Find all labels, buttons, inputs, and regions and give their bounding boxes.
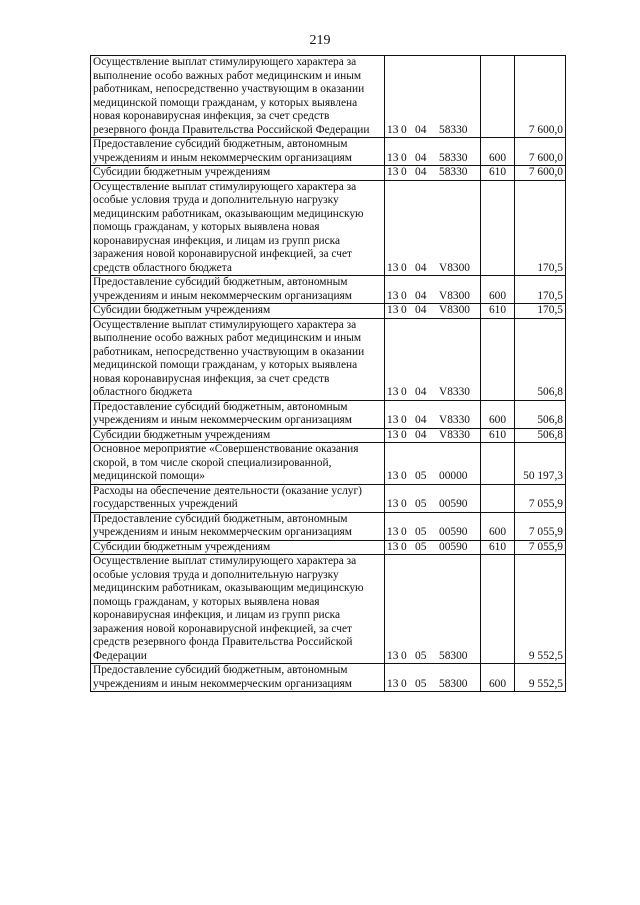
code-part: 04 bbox=[415, 166, 427, 178]
code-part: 05 bbox=[415, 649, 427, 662]
table-row bbox=[91, 484, 566, 512]
row-description: Осуществление выплат стимулирующего характера за особые условия труда и дополнительную нагрузку медицинским работникам, оказывающим медицинскую помощь гражданам, у которых выявлена новая коронавирусная инфекция, и лицам из групп риска заражения новой коронавирусной инфекцией, за счет средств резервного фонда Правительства Российской Федерации bbox=[91, 555, 385, 664]
code-part: 04 bbox=[415, 386, 427, 398]
row-expense-type: 600 bbox=[481, 400, 515, 428]
table-row bbox=[91, 400, 566, 428]
row-description: Предоставление субсидий бюджетным, автономным учреждениям и иным некоммерческим организациям bbox=[91, 664, 385, 692]
code-part: 58330 bbox=[439, 151, 468, 164]
code-part: V8330 bbox=[439, 414, 471, 426]
row-amount: 7 600,0 bbox=[515, 138, 566, 166]
table-row bbox=[91, 540, 566, 555]
row-amount: 9 552,5 bbox=[515, 664, 566, 692]
row-code bbox=[385, 138, 481, 166]
row-description: Субсидии бюджетным учреждениям bbox=[91, 428, 385, 443]
row-description: Осуществление выплат стимулирующего характера за выполнение особо важных работ медицинским и иным работникам, непосредственно участвующим в оказании медицинской помощи гражданам, у которых выявлена новая коронавирусная инфекция, за счет средств областного бюджета bbox=[91, 318, 385, 400]
code-part: 0 bbox=[401, 151, 407, 164]
table-row bbox=[91, 304, 566, 319]
row-description: Расходы на обеспечение деятельности (оказание услуг) государственных учреждений bbox=[91, 484, 385, 512]
row-expense-type: 600 bbox=[481, 664, 515, 692]
page-number: 219 bbox=[309, 33, 331, 48]
row-code bbox=[385, 400, 481, 428]
code-part: 0 bbox=[401, 289, 407, 302]
code-part: 04 bbox=[415, 123, 427, 136]
row-expense-type: 600 bbox=[481, 138, 515, 166]
row-expense-type: 610 bbox=[481, 166, 515, 181]
row-code bbox=[385, 428, 481, 443]
row-description: Субсидии бюджетным учреждениям bbox=[91, 304, 385, 319]
code-part: 04 bbox=[415, 261, 427, 274]
code-part: 0 bbox=[401, 677, 407, 690]
row-code bbox=[385, 304, 481, 319]
code-part: 13 bbox=[387, 470, 399, 482]
row-amount: 7 600,0 bbox=[515, 56, 566, 138]
row-amount: 170,5 bbox=[515, 276, 566, 304]
row-code bbox=[385, 56, 481, 138]
row-code bbox=[385, 318, 481, 400]
row-expense-type bbox=[481, 443, 515, 485]
code-part: 0 bbox=[401, 649, 407, 662]
code-part: 0 bbox=[401, 386, 407, 398]
code-part: 00000 bbox=[439, 470, 468, 482]
table-row bbox=[91, 512, 566, 540]
code-part: 00590 bbox=[439, 498, 468, 510]
row-amount: 7 055,9 bbox=[515, 540, 566, 555]
code-part: V8300 bbox=[439, 261, 471, 274]
code-part: 0 bbox=[401, 526, 407, 538]
budget-table-body bbox=[91, 56, 566, 692]
row-description: Субсидии бюджетным учреждениям bbox=[91, 166, 385, 181]
code-part: 13 bbox=[387, 386, 399, 398]
row-code bbox=[385, 180, 481, 276]
table-row bbox=[91, 276, 566, 304]
row-code bbox=[385, 540, 481, 555]
code-part: 58330 bbox=[439, 123, 468, 136]
code-part: 04 bbox=[415, 289, 427, 302]
row-amount: 170,5 bbox=[515, 180, 566, 276]
budget-table bbox=[90, 55, 566, 692]
code-part: V8300 bbox=[439, 289, 471, 302]
table-row bbox=[91, 428, 566, 443]
row-code bbox=[385, 555, 481, 664]
row-amount: 7 055,9 bbox=[515, 484, 566, 512]
code-part: 13 bbox=[387, 498, 399, 510]
code-part: 13 bbox=[387, 526, 399, 538]
code-part: V8300 bbox=[439, 304, 471, 316]
code-part: 13 bbox=[387, 289, 399, 302]
row-expense-type: 600 bbox=[481, 276, 515, 304]
row-expense-type: 610 bbox=[481, 428, 515, 443]
code-part: 13 bbox=[387, 414, 399, 426]
code-part: 04 bbox=[415, 428, 427, 441]
code-part: 04 bbox=[415, 414, 427, 426]
table-row bbox=[91, 56, 566, 138]
row-expense-type bbox=[481, 180, 515, 276]
code-part: 58330 bbox=[439, 166, 468, 178]
code-part: 05 bbox=[415, 677, 427, 690]
code-part: 13 bbox=[387, 166, 399, 178]
table-row bbox=[91, 180, 566, 276]
code-part: 0 bbox=[401, 304, 407, 316]
code-part: 04 bbox=[415, 304, 427, 316]
row-description: Предоставление субсидий бюджетным, автономным учреждениям и иным некоммерческим организациям bbox=[91, 138, 385, 166]
row-expense-type bbox=[481, 318, 515, 400]
row-code bbox=[385, 484, 481, 512]
table-row bbox=[91, 318, 566, 400]
row-expense-type: 610 bbox=[481, 540, 515, 555]
row-amount: 170,5 bbox=[515, 304, 566, 319]
code-part: 13 bbox=[387, 151, 399, 164]
code-part: 05 bbox=[415, 470, 427, 482]
code-part: 05 bbox=[415, 498, 427, 510]
code-part: 58300 bbox=[439, 649, 468, 662]
code-part: 0 bbox=[401, 470, 407, 482]
table-row bbox=[91, 166, 566, 181]
code-part: 13 bbox=[387, 649, 399, 662]
row-description: Предоставление субсидий бюджетным, автономным учреждениям и иным некоммерческим организациям bbox=[91, 512, 385, 540]
code-part: 0 bbox=[401, 261, 407, 274]
row-description: Осуществление выплат стимулирующего характера за выполнение особо важных работ медицинским и иным работникам, непосредственно участвующим в оказании медицинской помощи гражданам, у которых выявлена новая коронавирусная инфекция, за счет средств резервного фонда Правительства Российской Федерации bbox=[91, 56, 385, 138]
code-part: 0 bbox=[401, 428, 407, 441]
code-part: 0 bbox=[401, 498, 407, 510]
row-description: Основное мероприятие «Совершенствование оказания скорой, в том числе скорой специализированной, медицинской помощи» bbox=[91, 443, 385, 485]
code-part: 0 bbox=[401, 414, 407, 426]
code-part: 58300 bbox=[439, 677, 468, 690]
code-part: 04 bbox=[415, 151, 427, 164]
code-part: 05 bbox=[415, 540, 427, 553]
row-amount: 7 600,0 bbox=[515, 166, 566, 181]
row-code bbox=[385, 166, 481, 181]
code-part: 00590 bbox=[439, 526, 468, 538]
row-amount: 506,8 bbox=[515, 400, 566, 428]
code-part: V8330 bbox=[439, 386, 471, 398]
table-row bbox=[91, 664, 566, 692]
row-amount: 50 197,3 bbox=[515, 443, 566, 485]
code-part: 00590 bbox=[439, 540, 468, 553]
row-expense-type bbox=[481, 56, 515, 138]
row-expense-type: 600 bbox=[481, 512, 515, 540]
row-amount: 506,8 bbox=[515, 318, 566, 400]
row-amount: 506,8 bbox=[515, 428, 566, 443]
row-expense-type: 610 bbox=[481, 304, 515, 319]
row-code bbox=[385, 664, 481, 692]
code-part: 13 bbox=[387, 540, 399, 553]
row-amount: 7 055,9 bbox=[515, 512, 566, 540]
code-part: 0 bbox=[401, 123, 407, 136]
row-description: Осуществление выплат стимулирующего характера за особые условия труда и дополнительную нагрузку медицинским работникам, оказывающим медицинскую помощь гражданам, у которых выявлена новая коронавирусная инфекция, и лицам из групп риска заражения новой коронавирусной инфекцией, за счет средств областного бюджета bbox=[91, 180, 385, 276]
code-part: 13 bbox=[387, 677, 399, 690]
row-code bbox=[385, 276, 481, 304]
row-code bbox=[385, 512, 481, 540]
table-row bbox=[91, 443, 566, 485]
table-row bbox=[91, 555, 566, 664]
row-description: Субсидии бюджетным учреждениям bbox=[91, 540, 385, 555]
row-description: Предоставление субсидий бюджетным, автономным учреждениям и иным некоммерческим организациям bbox=[91, 276, 385, 304]
row-expense-type bbox=[481, 555, 515, 664]
code-part: 05 bbox=[415, 526, 427, 538]
code-part: V8330 bbox=[439, 428, 471, 441]
row-amount: 9 552,5 bbox=[515, 555, 566, 664]
code-part: 0 bbox=[401, 540, 407, 553]
code-part: 0 bbox=[401, 166, 407, 178]
table-row bbox=[91, 138, 566, 166]
code-part: 13 bbox=[387, 304, 399, 316]
row-expense-type bbox=[481, 484, 515, 512]
row-description: Предоставление субсидий бюджетным, автономным учреждениям и иным некоммерческим организациям bbox=[91, 400, 385, 428]
code-part: 13 bbox=[387, 123, 399, 136]
row-code bbox=[385, 443, 481, 485]
code-part: 13 bbox=[387, 428, 399, 441]
code-part: 13 bbox=[387, 261, 399, 274]
